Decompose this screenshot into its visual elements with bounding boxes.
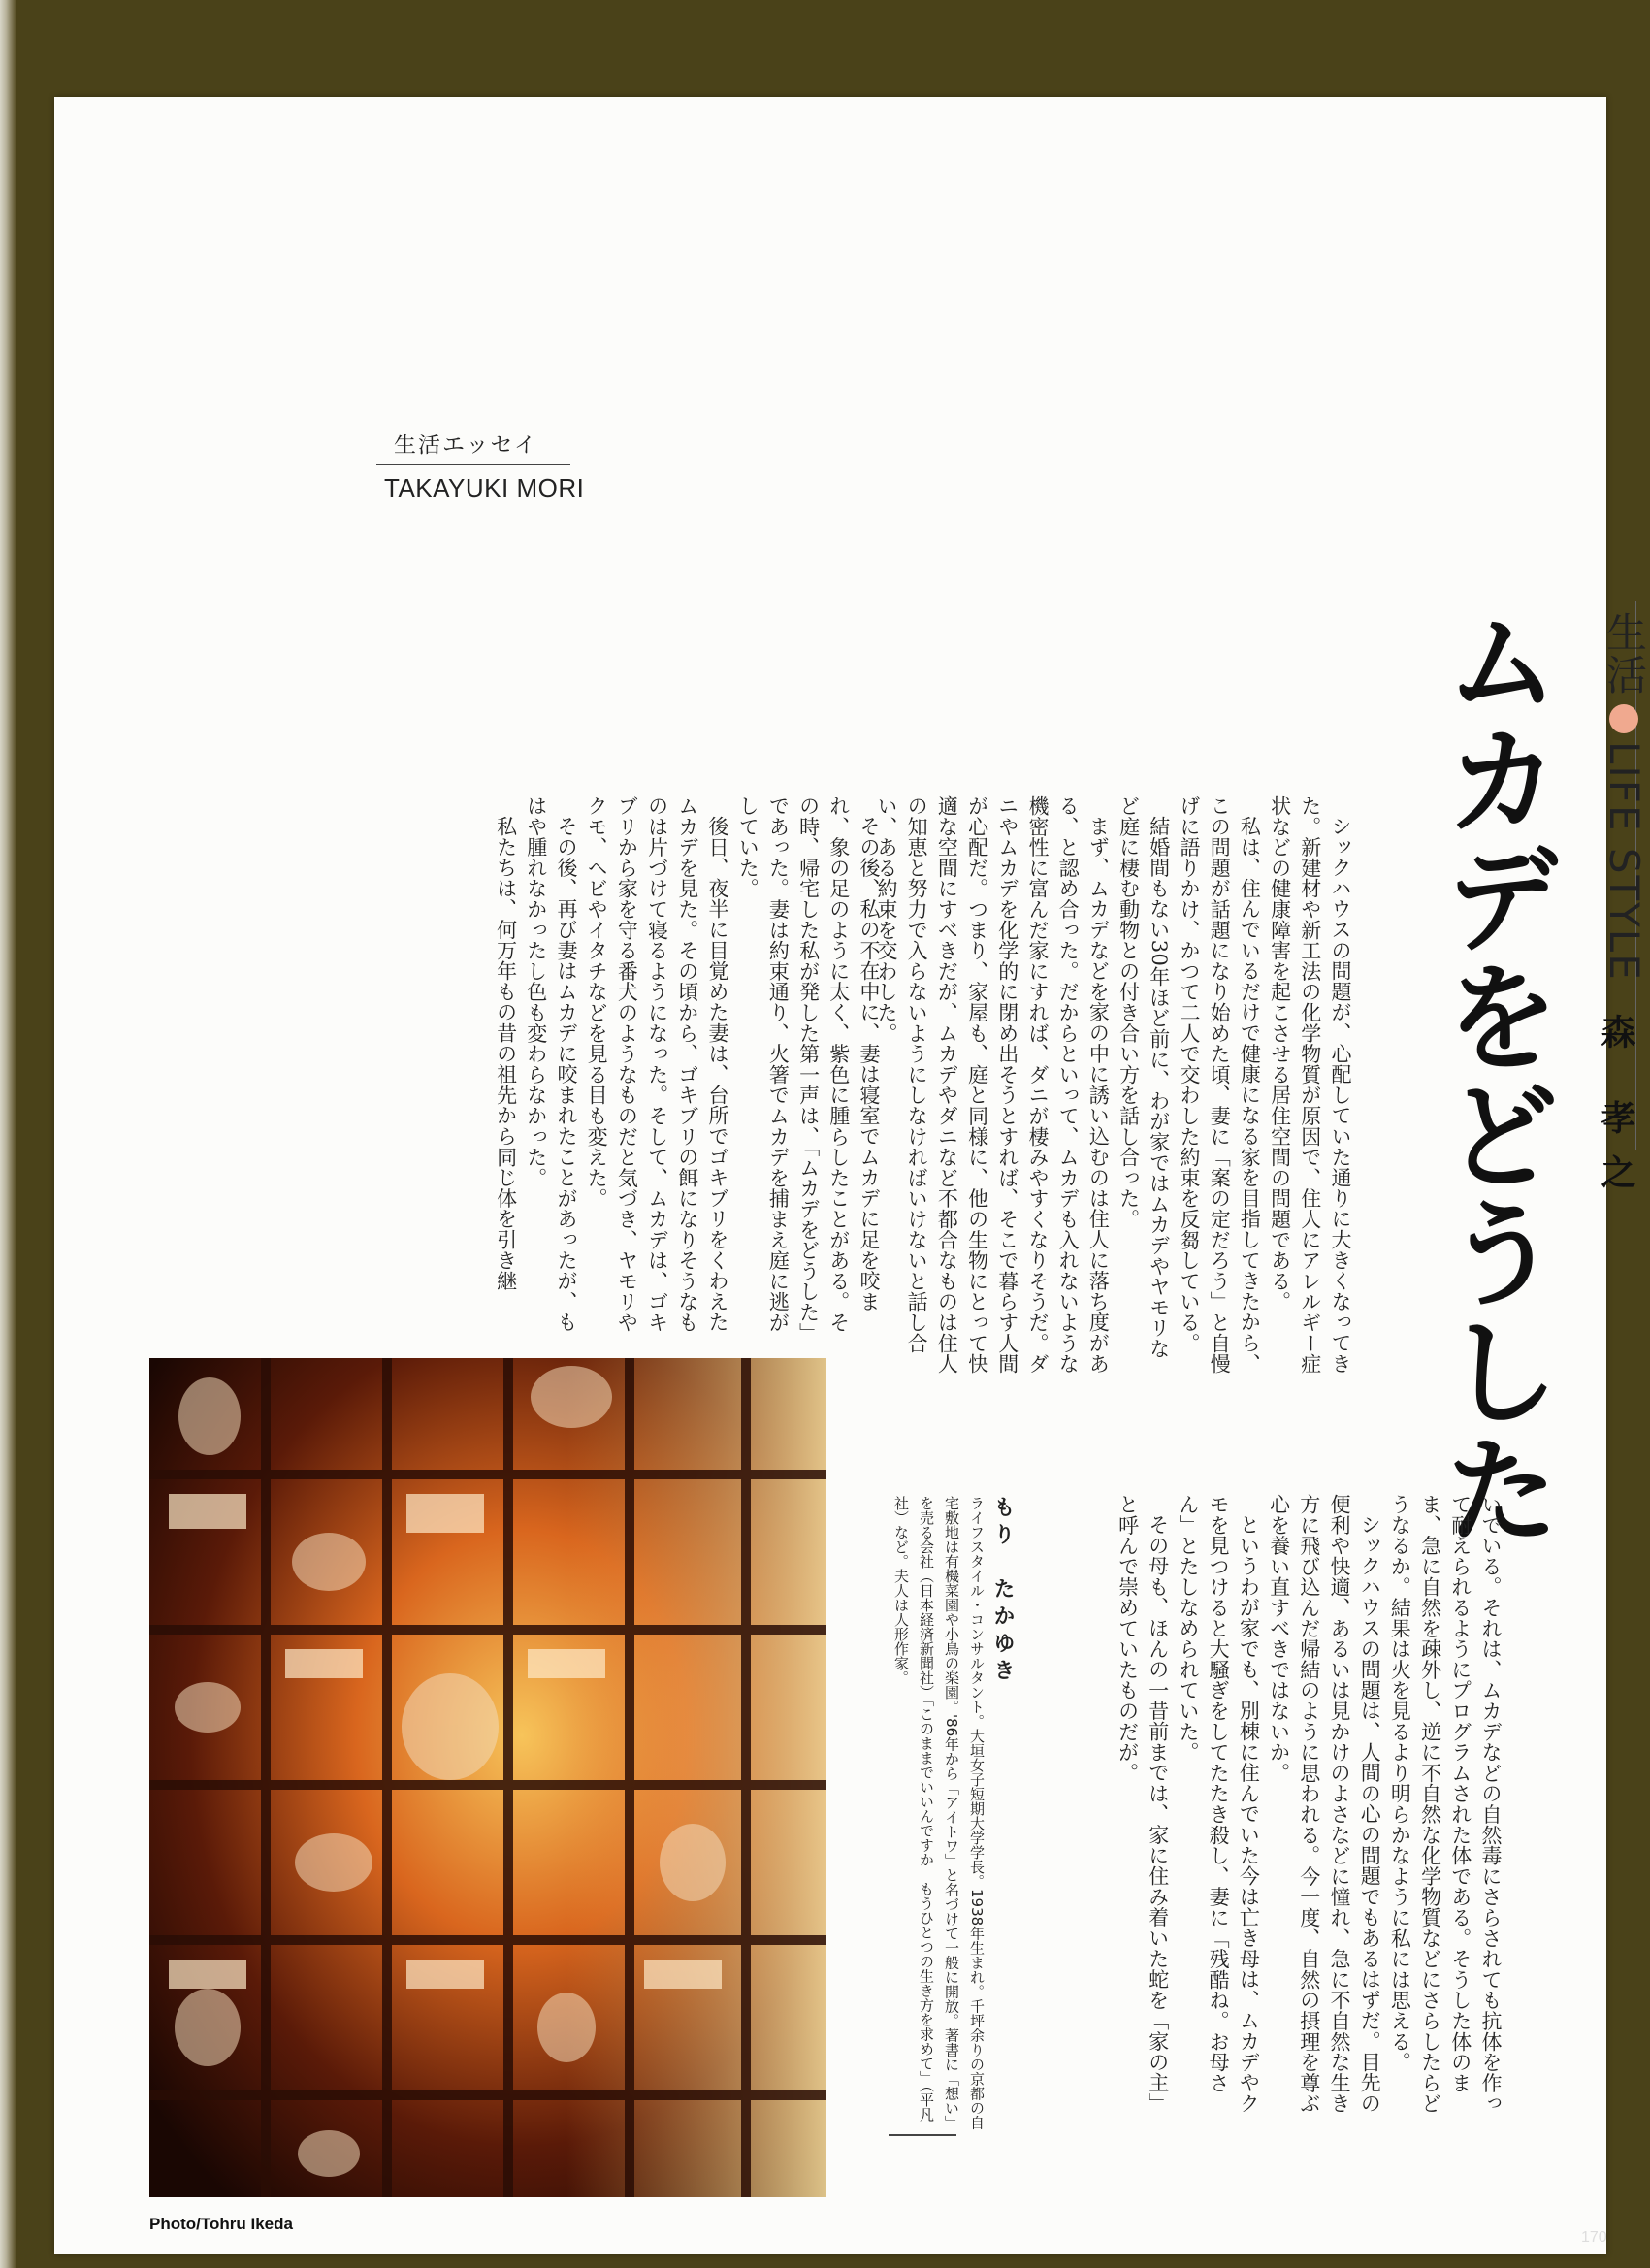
book-binding [0,0,16,2268]
paragraph: 私は、住んでいるだけで健康になる家を目指してきたから、この問題が話題になり始めた頃、妻に「案の定だろう」と自慢げに語りかけ、かつて二人で交わした約束を反芻している。 [1177,795,1262,1375]
paragraph: まず、ムカデなどを家の中に誘い込むのは住人に落ち度がある、と認め合った。だからといって、ムカデも入れないような機密性に富んだ家にすれば、ダニが棲みやすくなりそうだ。ダニやムカデを化学的に閉め出そうとすれば、そこで暮らす人間が心配だ。つまり、家屋も、庭と同様に、他の生物にとって快適な空間にすべきだが、ムカデやダニなど不都合なものは住人の知恵と努力で入らないようにしなければいけないと話し合い、ある約束を交わした。 [874,795,1111,1375]
series-dot-icon [1609,704,1638,733]
article-body-column-b [1104,1494,1505,2115]
photo-credit: Photo/Tohru Ikeda [149,2215,293,2233]
paragraph: いでいる。それは、ムカデなどの自然毒にさらされても抗体を作って耐えられるようにプログラムされた体である。そうした体のまま、急に自然を疎外し、逆に不自然な化学物質などにさらしたらどうなるか。結果は火を見るより明らかなように私には思える。 [1388,1494,1503,2114]
header-rule [376,464,570,465]
author-profile [892,1496,1015,2131]
paragraph: 後日、夜半に目覚めた妻は、台所でゴキブリをくわえたムカデを見た。その頃から、ゴキブリの餌になりそうなものは片づけて寝るようになった。そして、ムカデは、ゴキブリから家を守る番犬のようなものだと気づき、ヤモリやクモ、ヘビやイタチなどを見る目も変えた。 [585,795,729,1333]
paragraph: 結婚間もない30年ほど前に、わが家ではムカデやヤモリなど庭に棲む動物との付き合い方を話し合った。 [1116,795,1171,1359]
profile-name: もり たかゆき [990,1496,1015,1686]
essay-category-label: 生活エッセイ [394,433,538,458]
paragraph: その母も、ほんの一昔前までは、家に住み着いた蛇を「家の主」と呼んで崇めていたものだが。 [1116,1494,1170,2114]
shell-collection-photo [149,1358,826,2197]
series-prefix: 生活 [1601,611,1648,697]
magazine-page [54,97,1648,2254]
author-name-english: TAKAYUKI MORI [384,473,585,502]
shell-collection-photo-icon [149,1358,826,2197]
profile-end-rule [889,2134,956,2136]
article-title: ムカデをどうした [1425,601,1562,1548]
series-name: LIFE STYLE [1601,741,1648,982]
paragraph: その後、私の不在中に、妻は寝室でムカデに足を咬まれ、象の足のように太く、紫色に腫らしたことがある。その時、帰宅した私が発した第一声は、「ムカデをどうした」であった。妻は約束通り、火箸でムカデを捕まえ庭に逃がしていた。 [736,795,881,1334]
article-body-column-a [874,795,1355,1377]
series-heading [1595,611,1650,982]
paragraph: その後、再び妻はムカデに咬まれたことがあったが、もはや腫れなかったし色も変わらなかった。 [524,795,578,1333]
article-body-column-top-left [128,795,884,1339]
paragraph: というわが家でも、別棟に住んでいた今は亡き母は、ムカデやクモを見つけると大騒ぎをしてたたき殺し、妻に「残酷ね。お母さん」とたしなめられていた。 [1176,1494,1261,2114]
paragraph: シックハウスの問題は、人間の心の問題でもあるはずだ。目先の便利や快適、あるいは見かけのよさなどに憧れ、急に不自然な生き方に飛び込んだ帰結のように思われる。今一度、自然の摂理を尊ぶ心を養い直すべきではないか。 [1267,1494,1382,2114]
author-name-japanese: 森 孝之 [1596,1014,1635,1209]
paragraph: シックハウスの問題が、心配していた通りに大きくなってきた。新建材や新工法の化学物質が原因で、住人にアレルギー症状などの健康障害を起こさせる居住空間の問題である。 [1268,795,1352,1375]
profile-bio: ライフスタイル・コンサルタント。大垣女子短期大学学長。1938年生まれ。千坪余りの京都の自宅敷地は有機菜園や小鳥の楽園。'86年から「アイトワ」と名づけて一般に開放。著書に「想い」を売る会社（日本経済新聞社）「このままでいいんですか もうひとつの生き方を求めて」（平凡社）など。夫人は人形作家。 [892,1496,986,2130]
page-number: 170 [1581,2229,1607,2246]
paragraph: 私たちは、何万年もの昔の祖先から同じ体を引き継 [494,816,518,1291]
